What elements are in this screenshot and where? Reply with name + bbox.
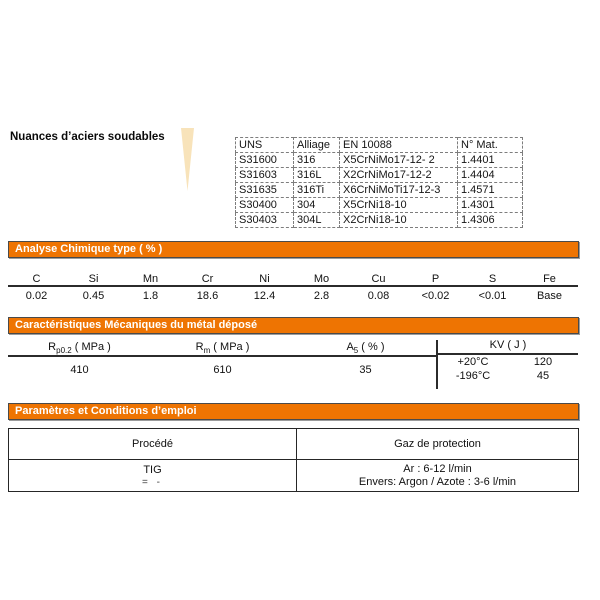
element-value: 18.6 [196, 290, 219, 302]
kv-temperature: +20°C [457, 356, 489, 368]
element-value: <0.01 [478, 290, 507, 302]
mech-header-a5: $A_5$ ( % ) [346, 340, 385, 355]
element-symbol: Ni [259, 273, 270, 285]
section-banner-chemical-analysis: Analyse Chimique type ( % ) [8, 241, 579, 258]
tig-process-symbol: = - [142, 476, 163, 488]
grades-row [236, 153, 523, 168]
grades-cell: 304L [294, 213, 340, 228]
parameters-data-row [9, 460, 579, 492]
page-title: Nuances d’aciers soudables [10, 131, 165, 143]
grades-cell: X5CrNi18-10 [340, 198, 458, 213]
grades-cell: 1.4306 [458, 213, 523, 228]
grades-header-cell: UNS [236, 138, 294, 153]
mech-header-rm: $R_m$ ( MPa ) [195, 340, 250, 355]
parameters-header-row [9, 429, 579, 460]
grades-cell: 316Ti [294, 183, 340, 198]
weldable-grades-table [235, 137, 523, 228]
element-symbol: C [32, 273, 41, 285]
grades-cell: X5CrNiMo17-12- 2 [340, 153, 458, 168]
chemical-elements-row [8, 271, 578, 287]
process-cell [9, 460, 297, 492]
kv-value: 45 [536, 370, 550, 382]
element-symbol: P [431, 273, 440, 285]
mechanical-headers-row [8, 339, 437, 357]
wedge-decoration-icon [181, 128, 194, 191]
mechanical-values-row [8, 357, 437, 376]
grades-cell: 1.4401 [458, 153, 523, 168]
section-banner-parameters: Paramètres et Conditions d’emploi [8, 403, 579, 420]
mech-value-rp02: 410 [70, 364, 89, 376]
kv-header: KV ( J ) [438, 339, 578, 355]
mech-header-rp02: $R_{p0.2}$ ( MPa ) [48, 340, 111, 355]
kv-row [438, 356, 578, 369]
element-value: 0.08 [367, 290, 390, 302]
element-symbol: Cr [201, 273, 214, 285]
mech-value-a5: 35 [359, 364, 372, 376]
kv-block [438, 339, 578, 383]
chemical-values-row [8, 287, 578, 302]
process-parameters-table [8, 428, 579, 492]
grades-header-cell: N° Mat. [458, 138, 523, 153]
element-value: 2.8 [313, 290, 330, 302]
grades-row [236, 183, 523, 198]
grades-cell: 316L [294, 168, 340, 183]
grades-row [236, 198, 523, 213]
mechanical-left-block [8, 339, 437, 376]
element-value: 1.8 [142, 290, 159, 302]
grades-cell: 1.4301 [458, 198, 523, 213]
mechanical-properties-table [8, 339, 578, 391]
grades-cell: S30400 [236, 198, 294, 213]
grades-cell: X2CrNi18-10 [340, 213, 458, 228]
grades-header-cell: EN 10088 [340, 138, 458, 153]
grades-cell: S31600 [236, 153, 294, 168]
element-symbol: S [488, 273, 497, 285]
section-banner-mechanical: Caractéristiques Mécaniques du métal déposé [8, 317, 579, 334]
element-value: 12.4 [253, 290, 276, 302]
grades-cell: 1.4404 [458, 168, 523, 183]
element-symbol: Si [88, 273, 99, 285]
grades-cell: 304 [294, 198, 340, 213]
backing-gas-line: Envers: Argon / Azote : 3-6 l/min [358, 475, 517, 488]
process-column-header: Procédé [9, 429, 297, 460]
element-value: 0.45 [82, 290, 105, 302]
element-symbol: Fe [543, 273, 556, 285]
element-symbol: Mo [313, 273, 330, 285]
grades-cell: 316 [294, 153, 340, 168]
kv-temperature: -196°C [455, 370, 491, 382]
grades-cell: X6CrNiMoTi17-12-3 [340, 183, 458, 198]
grades-row [236, 213, 523, 228]
element-symbol: Cu [371, 273, 386, 285]
grades-cell: S30403 [236, 213, 294, 228]
grades-cell: X2CrNiMo17-12-2 [340, 168, 458, 183]
grades-row [236, 168, 523, 183]
grades-cell: S31635 [236, 183, 294, 198]
element-value: 0.02 [25, 290, 48, 302]
kv-row [438, 370, 578, 383]
element-value: Base [536, 290, 563, 302]
element-value: <0.02 [421, 290, 450, 302]
element-symbol: Mn [142, 273, 159, 285]
gas-cell [297, 460, 579, 492]
grades-cell: S31603 [236, 168, 294, 183]
process-name: TIG [143, 463, 162, 476]
grades-header-row [236, 138, 523, 153]
grades-cell: 1.4571 [458, 183, 523, 198]
mech-value-rm: 610 [213, 364, 232, 376]
gas-flow-line: Ar : 6-12 l/min [403, 462, 472, 475]
grades-header-cell: Alliage [294, 138, 340, 153]
kv-value: 120 [533, 356, 553, 368]
chemical-analysis-table [8, 271, 578, 302]
gas-column-header: Gaz de protection [297, 429, 579, 460]
